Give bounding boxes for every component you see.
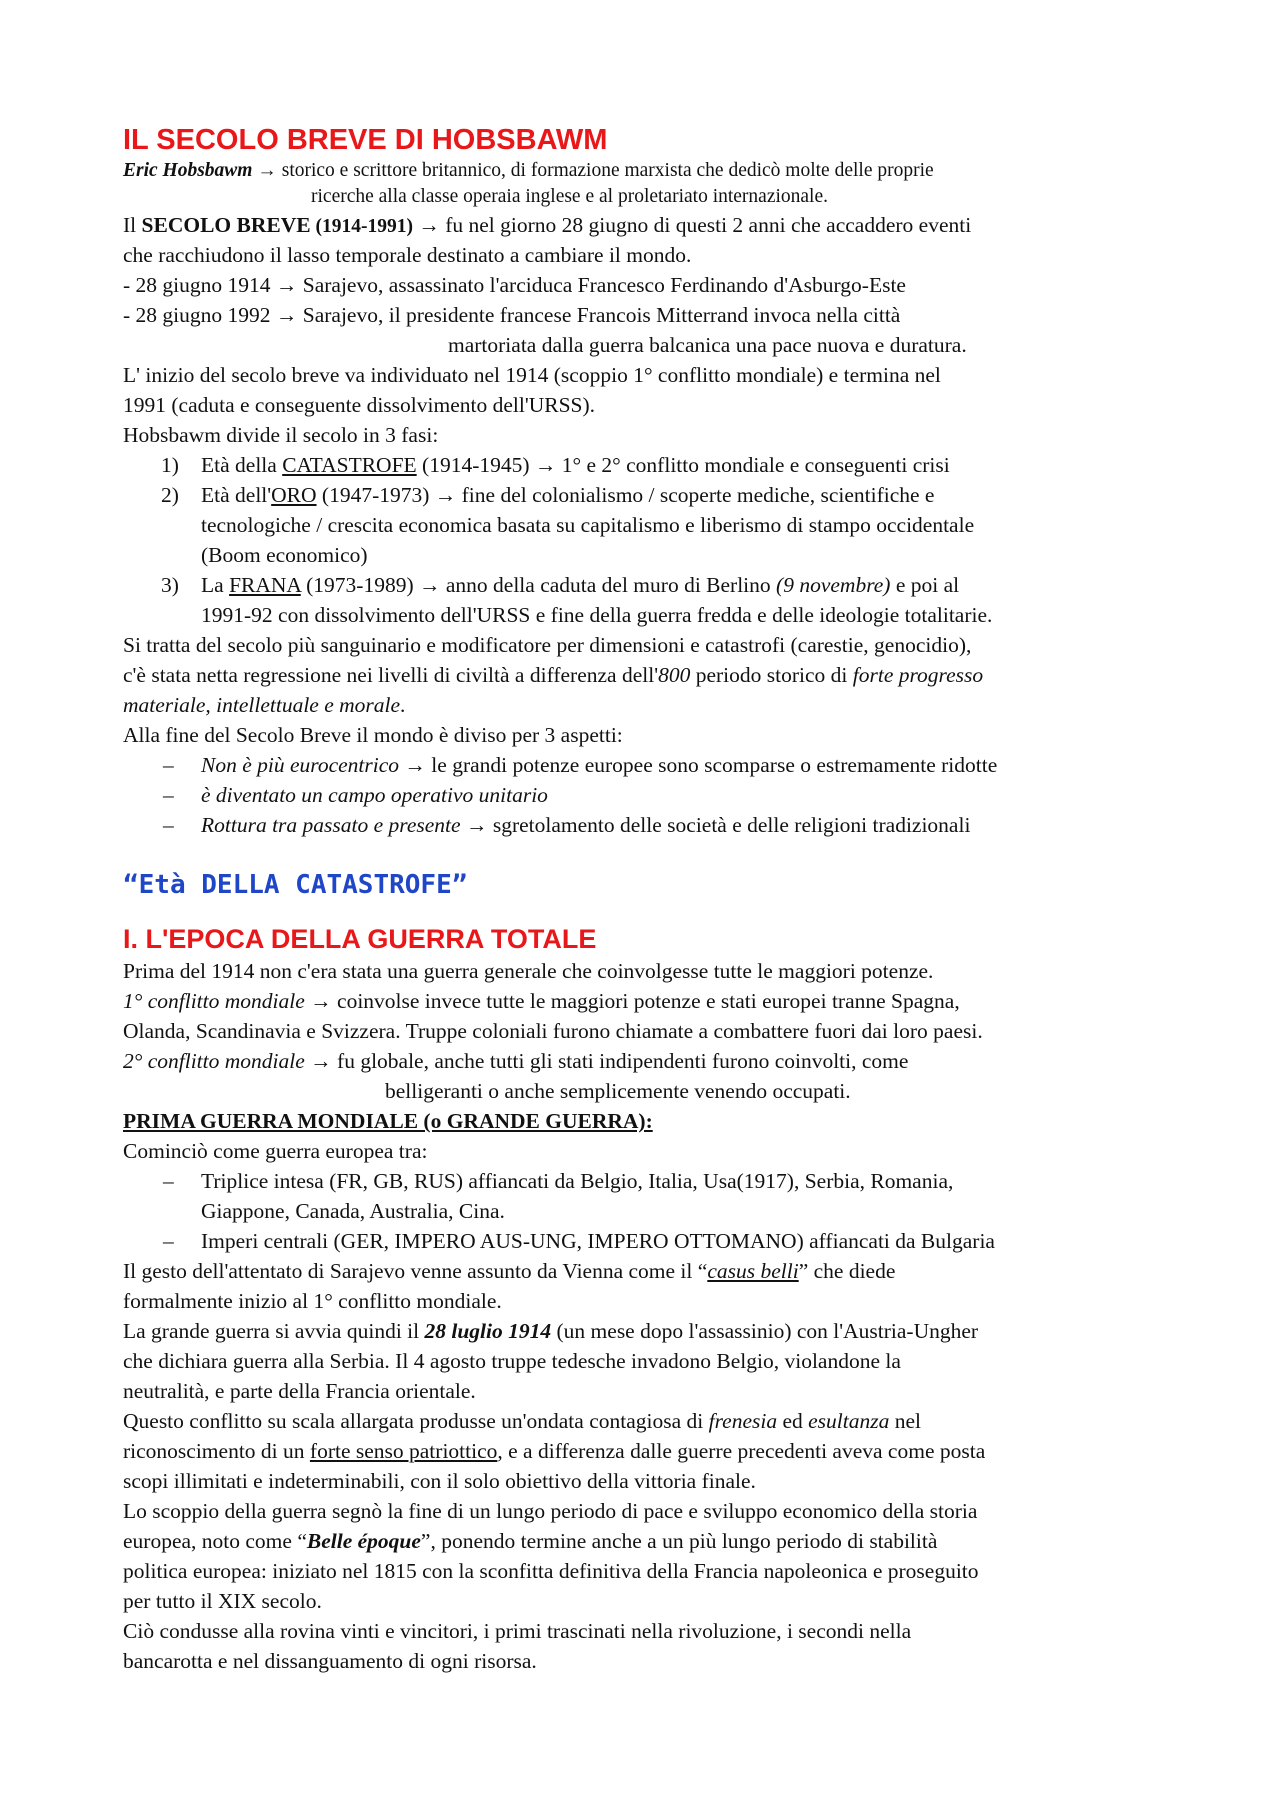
phases-intro: Hobsbawm divide il secolo in 3 fasi:: [123, 423, 439, 447]
list-item: – è diventato un campo operativo unitario: [163, 783, 548, 807]
aspects-list: [123, 750, 1173, 840]
start-para: L' inizio del secolo breve va individuato nel 1914 (scoppio 1° conflitto mondiale) e termina nel: [123, 363, 941, 387]
aspects-intro: Alla fine del Secolo Breve il mondo è diviso per 3 aspetti:: [123, 723, 623, 747]
start-war-para-3: neutralità, e parte della Francia orientale.: [123, 1379, 476, 1403]
event-1914: - 28 giugno 1914 → Sarajevo, assassinato l'arciduca Francesco Ferdinando d'Asburgo-Este: [123, 273, 906, 297]
wave-para: Questo conflitto su scala allargata produsse un'ondata contagiosa di frenesia ed esultanza nel: [123, 1409, 922, 1433]
section-title: “Età DELLA CATASTROFE”: [123, 870, 468, 900]
ww1-desc: 1° conflitto mondiale → coinvolse invece tutte le maggiori potenze e stati europei tranne Spagna,: [123, 989, 960, 1013]
secolo-breve-def: Il SECOLO BREVE (1914-1991) → fu nel giorno 28 giugno di questi 2 anni che accaddero eventi: [123, 213, 972, 237]
century-para: Si tratta del secolo più sanguinario e modificatore per dimensioni e catastrofi (carestie, genocidio),: [123, 633, 972, 657]
ww2-desc-cont: belligeranti o anche semplicemente venendo occupati.: [385, 1079, 851, 1103]
author-entry: Eric Hobsbawm → storico e scrittore britannico, di formazione marxista che dedicò molte delle proprie: [123, 160, 934, 181]
list-item: – Triplice intesa (FR, GB, RUS) affiancati da Belgio, Italia, Usa(1917), Serbia, Romania, Giappone, Canada, Australia, Cina.: [163, 1169, 954, 1223]
casus-belli-para: Il gesto dell'attentato di Sarajevo venne assunto da Vienna come il “casus belli” che diede: [123, 1259, 896, 1283]
list-item: 3) La FRANA (1973-1989) → anno della caduta del muro di Berlino (9 novembre) e poi al 1991-92 con dissolvimento dell'URSS e fine della guerra fredda e delle ideologie totalitarie.: [161, 573, 993, 627]
start-war-para: La grande guerra si avvia quindi il 28 luglio 1914 (un mese dopo l'assassinio) con l'Austria-Ungher: [123, 1319, 979, 1343]
list-item: 1) Età della CATASTROFE (1914-1945) → 1° e 2° conflitto mondiale e conseguenti crisi: [161, 453, 950, 477]
century-para-2: c'è stata netta regressione nei livelli di civiltà a differenza dell'800 periodo storico di forte progresso: [123, 663, 984, 687]
belle-epoque-para: Lo scoppio della guerra segnò la fine di un lungo periodo di pace e sviluppo economico della storia: [123, 1499, 978, 1523]
ww2-desc: 2° conflitto mondiale → fu globale, anche tutti gli stati indipendenti furono coinvolti, come: [123, 1049, 909, 1073]
total-war-para: Prima del 1914 non c'era stata una guerra generale che coinvolgesse tutte le maggiori potenze.: [123, 959, 934, 983]
page-title: IL SECOLO BREVE DI HOBSBAWM: [123, 124, 608, 156]
secolo-breve-def-cont: che racchiudono il lasso temporale destinato a cambiare il mondo.: [123, 243, 692, 267]
ruin-para-2: bancarotta e nel dissanguamento di ogni risorsa.: [123, 1649, 537, 1673]
list-item: – Imperi centrali (GER, IMPERO AUS-UNG, IMPERO OTTOMANO) affiancati da Bulgaria: [163, 1229, 995, 1253]
alliances-list: [123, 1166, 1173, 1256]
phases-list: [123, 450, 1173, 630]
began-text: Cominciò come guerra europea tra:: [123, 1139, 428, 1163]
belle-epoque-para-4: per tutto il XIX secolo.: [123, 1589, 322, 1613]
list-item: – Non è più eurocentrico → le grandi potenze europee sono scomparse o estremamente ridotte: [163, 753, 998, 777]
ww1-heading: PRIMA GUERRA MONDIALE (o GRANDE GUERRA):: [123, 1109, 653, 1133]
chapter-title: I. L'EPOCA DELLA GUERRA TOTALE: [123, 924, 597, 954]
start-para-cont: 1991 (caduta e conseguente dissolvimento dell'URSS).: [123, 393, 596, 417]
ww1-desc-cont: Olanda, Scandinavia e Svizzera. Truppe coloniali furono chiamate a combattere fuori dai loro paesi.: [123, 1019, 983, 1043]
wave-para-2: riconoscimento di un forte senso patriottico, e a differenza dalle guerre precedenti aveva come posta: [123, 1439, 986, 1463]
belle-epoque-para-2: europea, noto come “Belle époque”, ponendo termine anche a un più lungo periodo di stabilità: [123, 1529, 938, 1553]
start-war-para-2: che dichiara guerra alla Serbia. Il 4 agosto truppe tedesche invadono Belgio, violandone la: [123, 1349, 901, 1373]
document-page: [123, 122, 1173, 1676]
event-1992-cont: martoriata dalla guerra balcanica una pace nuova e duratura.: [448, 333, 967, 357]
belle-epoque-para-3: politica europea: iniziato nel 1815 con la sconfitta definitiva della Francia napoleonica e proseguito: [123, 1559, 979, 1583]
ruin-para: Ciò condusse alla rovina vinti e vincitori, i primi trascinati nella rivoluzione, i secondi nella: [123, 1619, 912, 1643]
list-item: – Rottura tra passato e presente → sgretolamento delle società e delle religioni tradizionali: [163, 813, 971, 837]
event-1992: - 28 giugno 1992 → Sarajevo, il presidente francese Francois Mitterrand invoca nella città: [123, 303, 901, 327]
list-item: 2) Età dell'ORO (1947-1973) → fine del colonialismo / scoperte mediche, scientifiche e tecnologiche / crescita economica basata su capitalismo e liberismo di stampo occidentale (Boom economico): [161, 483, 975, 567]
author-desc-cont: ricerche alla classe operaia inglese e al proletariato internazionale.: [311, 186, 829, 207]
author-desc: storico e scrittore britannico, di formazione marxista che dedicò molte delle proprie: [281, 160, 934, 181]
author-name: Eric Hobsbawm: [123, 160, 253, 181]
century-para-3: materiale, intellettuale e morale.: [123, 693, 406, 717]
wave-para-3: scopi illimitati e indeterminabili, con il solo obiettivo della vittoria finale.: [123, 1469, 756, 1493]
casus-belli-para-cont: formalmente inizio al 1° conflitto mondiale.: [123, 1289, 502, 1313]
